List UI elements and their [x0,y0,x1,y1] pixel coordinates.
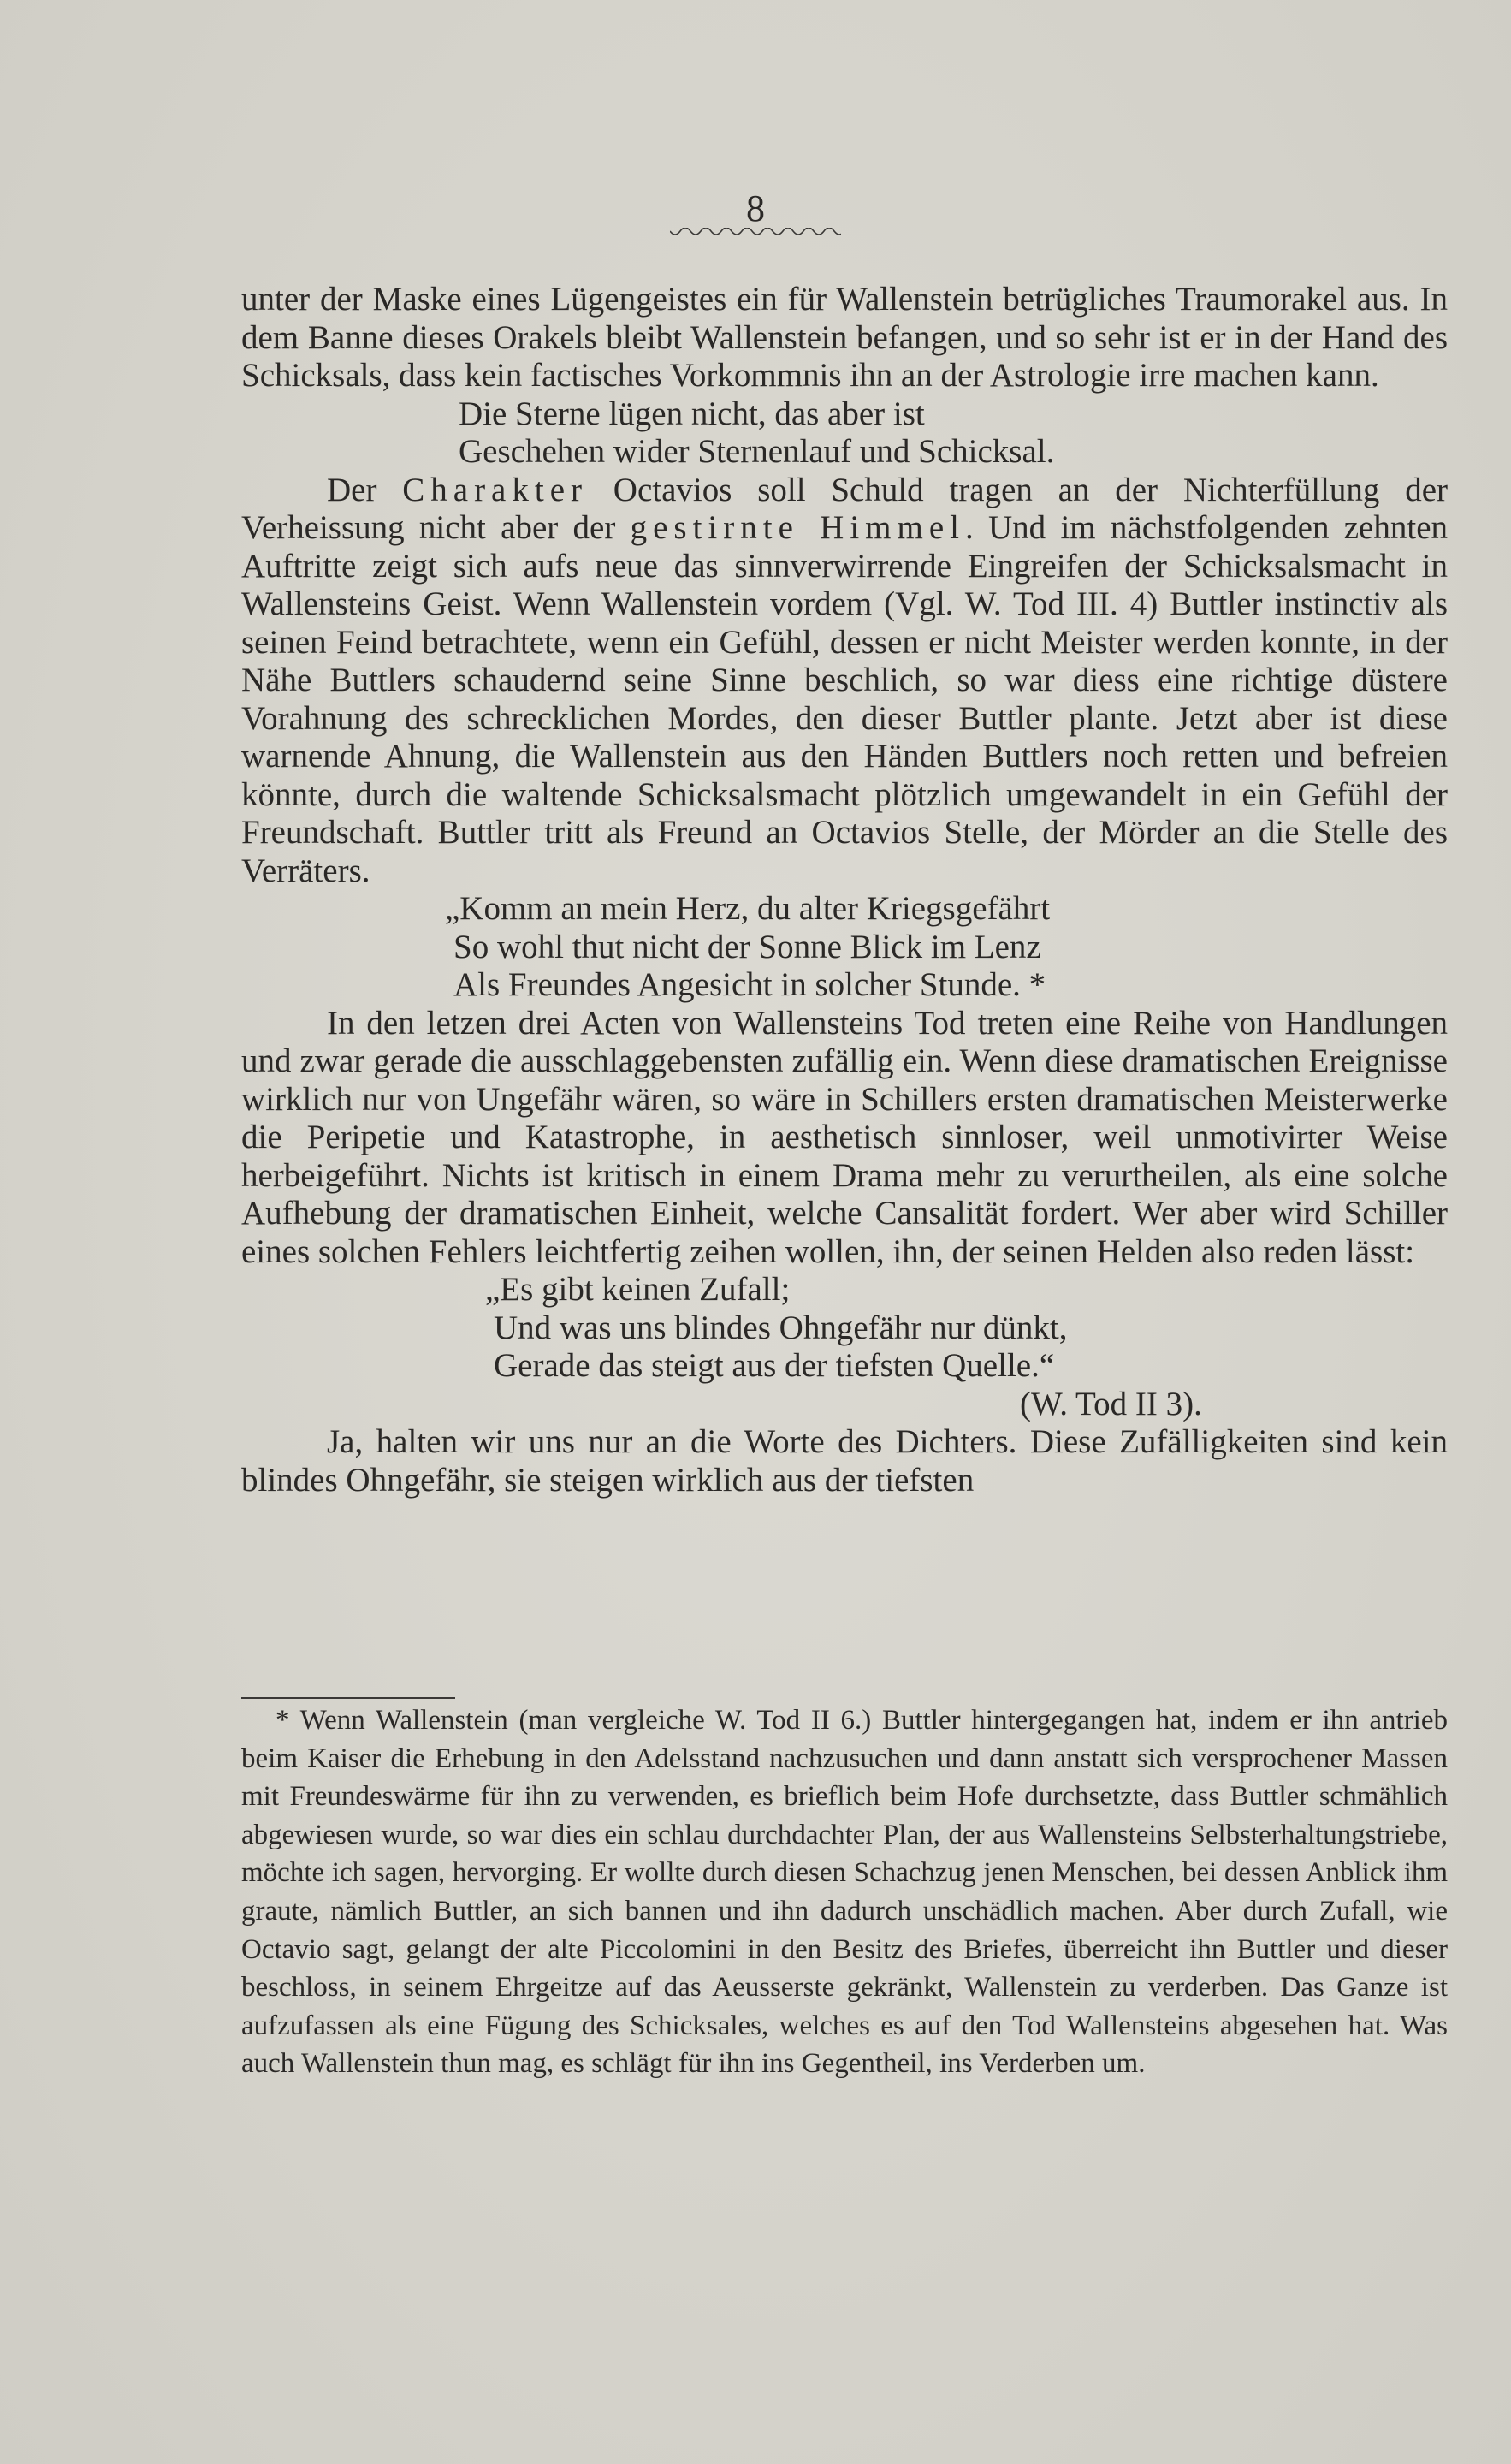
text-run: Der [327,471,403,508]
wavy-rule-ornament [670,228,841,240]
paragraph-4: Ja, halten wir uns nur an die Worte des Dichters. Diese Zufälligkeiten sind kein blindes Ohngefähr, sie steigen wirklich aus der tiefsten [241,1423,1448,1499]
emphasis-charakter: Charakter [402,471,589,508]
text-run: . Und im nächstfolgenden zehnten Auftritte zeigt sich aufs neue das sinnverwirrende Eingreifen der Schicksalsmacht in Wallensteins Geist. Wenn Wallenstein vordem (Vgl. W. Tod III. 4) Buttler instinctiv als seinen Feind betrachtete, wenn ein Gefühl, dessen er nicht Meister werden konnte, in der Nähe Buttlers schaudernd seine Sinne beschlich, so war diess eine richtige düstere Vorahnung des schrecklichen Mordes, den dieser Buttler plante. Jetzt aber ist diese warnende Ahnung, die Wallenstein aus den Händen Buttlers noch retten und befreien könnte, durch die waltende Schicksalsmacht plötzlich umgewandelt in ein Gefühl der Freundschaft. Buttler tritt als Freund an Octavios Stelle, der Mörder an die Stelle des Verräters. [241,509,1449,889]
paragraph-2 [241,472,1448,891]
emphasis-gestirnte-himmel: gestirnte Himmel [630,509,965,546]
verse-line: So wohl thut nicht der Sonne Blick im Lenz [453,928,1041,965]
verse-line: Die Sterne lügen nicht, das aber ist [459,395,925,432]
verse-1 [241,395,1448,472]
verse-line: Gerade das steigt aus der tiefsten Quelle.“ [494,1347,1055,1384]
paragraph-1: unter der Maske eines Lügengeistes ein für Wallenstein betrügliches Traumorakel aus. In dem Banne dieses Orakels bleibt Wallenstein befangen, und so sehr ist er in der Hand des Schicksals, dass kein factisches Vorkommnis ihn an der Astrologie irre machen kann. [241,281,1448,394]
main-text [241,281,1448,1499]
footnote-rule [241,1697,455,1699]
footnote [241,1701,1448,2083]
paragraph-3: In den letzen drei Acten von Wallensteins Tod treten eine Reihe von Handlungen und zwar gerade die ausschlaggebensten zufällig ein. Wenn diese dramatischen Ereignisse wirklich nur von Ungefähr wären, so wäre in Schillers ersten dramatischen Meisterwerke die Peripetie und Katastrophe, in aesthetisch sinnloser, weil unmotivirter Weise herbeigeführt. Nichts ist kritisch in einem Drama mehr zu verurtheilen, als eine solche Aufhebung der dramatischen Einheit, welche Cansalität fordert. Wer aber wird Schiller eines solchen Fehlers leichtfertig zeihen wollen, ihn, der seinen Helden also reden lässt: [241,1004,1448,1270]
footnote-text: * Wenn Wallenstein (man vergleiche W. Tod II 6.) Buttler hintergegangen hat, indem er ihn antrieb beim Kaiser die Erhebung in den Adelsstand nachzusuchen und dann anstatt sich versprochener Massen mit Freundeswärme für ihn zu verwenden, es brieflich beim Hofe durchsetzte, dass Buttler schmählich abgewiesen wurde, so war dies ein schlau durchdachter Plan, der aus Wallensteins Selbsterhaltungstriebe, möchte ich sagen, hervorging. Er wollte durch diesen Schachzug jenen Menschen, bei dessen Anblick ihm graute, nämlich Buttler, an sich bannen und ihn dadurch unschädlich machen. Aber durch Zufall, wie Octavio sagt, gelangt der alte Piccolomini in den Besitz des Briefes, überreicht ihn Buttler und dieser beschloss, in seinem Ehrgeitze auf das Aeusserste gekränkt, Wallenstein zu verderben. Das Ganze ist aufzufassen als eine Fügung des Schicksales, welches es auf den Tod Wallensteins abgesehen hat. Was auch Wallenstein thun mag, es schlägt für ihn ins Gegentheil, ins Verderben um. [241,1705,1448,2080]
verse-line: Als Freundes Angesicht in solcher Stunde. * [453,966,1046,1003]
text-run: Octavios soll Schuld tragen an der Nichterfüllung der Verheissung nicht aber der [241,471,1449,546]
verse-line: Geschehen wider Sternenlauf und Schicksal. [459,433,1055,470]
verse-2 [241,890,1448,1005]
verse-3 [241,1271,1448,1386]
citation: (W. Tod II 3). [1020,1385,1202,1422]
verse-line: „Es gibt keinen Zufall; [485,1271,791,1308]
verse-line: Und was uns blindes Ohngefähr nur dünkt, [494,1309,1068,1346]
page-number: 8 [746,187,765,229]
verse-line: „Komm an mein Herz, du alter Kriegsgefährt [445,890,1051,927]
